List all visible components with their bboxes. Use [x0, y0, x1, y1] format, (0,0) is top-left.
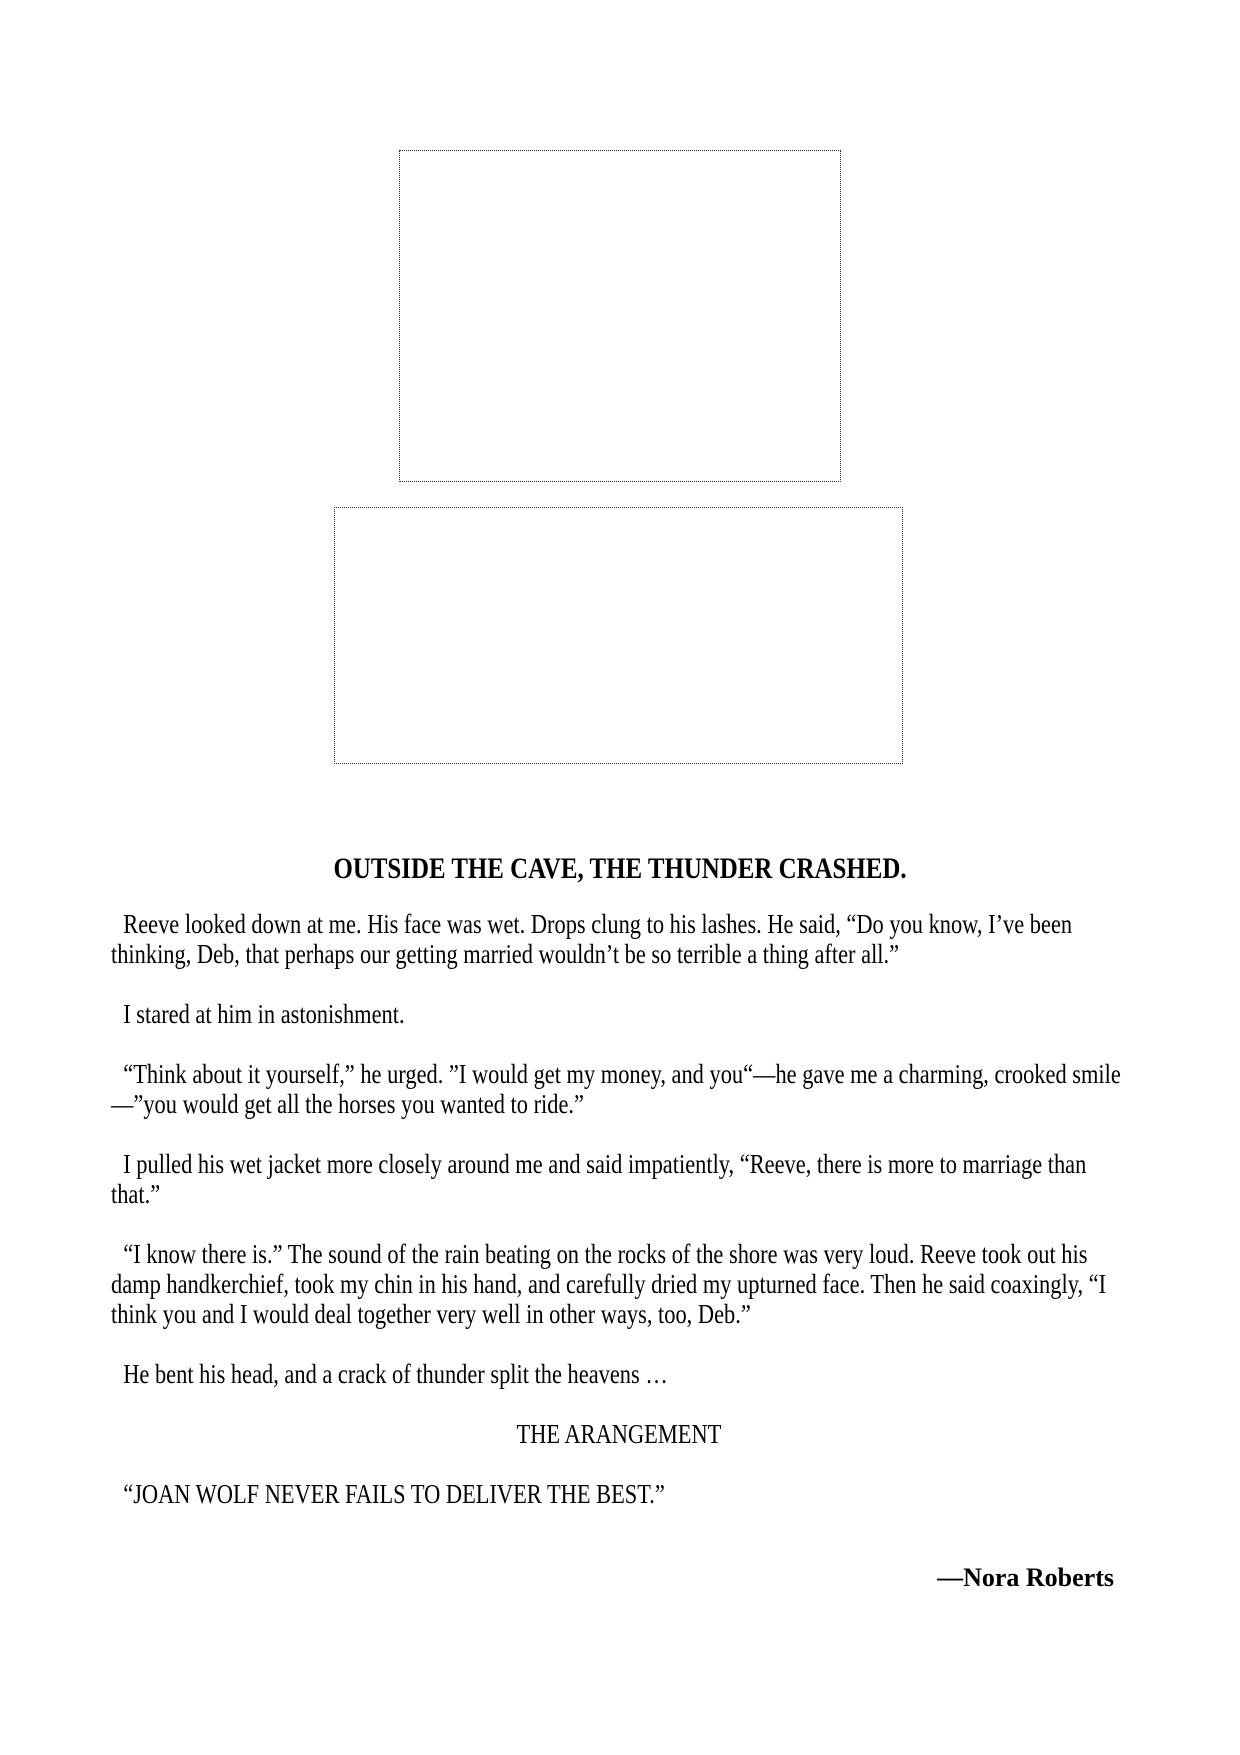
teaser-paragraph: Reeve looked down at me. His face was wet. Drops clung to his lashes. He said, “Do you know, I’ve been thinking, Deb, that perhaps our getting married wouldn’t be so terrible a thing after all.”	[111, 909, 1078, 969]
review-quote: “JOAN WOLF NEVER FAILS TO DELIVER THE BEST.”	[117, 1479, 665, 1509]
image-placeholder-bottom	[334, 507, 903, 764]
teaser-paragraph: He bent his head, and a crack of thunder split the heavens …	[117, 1359, 668, 1389]
review-attribution: —Nora Roberts	[937, 1563, 1114, 1592]
teaser-paragraph: “Think about it yourself,” he urged. ”I would get my money, and you“—he gave me a charming, crooked smile—”you would get all the horses you wanted to ride.”	[111, 1059, 1121, 1119]
book-title: THE ARANGEMENT	[516, 1419, 722, 1449]
teaser-text-block	[111, 909, 1127, 1539]
teaser-paragraph: “I know there is.” The sound of the rain beating on the rocks of the shore was very loud. Reeve took out his damp handkerchief, took my chin in his hand, and carefully dried my upturned face. Then he said coaxingly, “I think you and I would deal together very well in other ways, too, Deb.”	[111, 1239, 1112, 1329]
image-placeholder-top	[399, 150, 841, 482]
teaser-paragraph: I stared at him in astonishment.	[117, 999, 405, 1029]
teaser-paragraph: I pulled his wet jacket more closely around me and said impatiently, “Reeve, there is more to marriage than that.”	[111, 1149, 1092, 1209]
chapter-teaser-heading: OUTSIDE THE CAVE, THE THUNDER CRASHED.	[333, 852, 907, 885]
